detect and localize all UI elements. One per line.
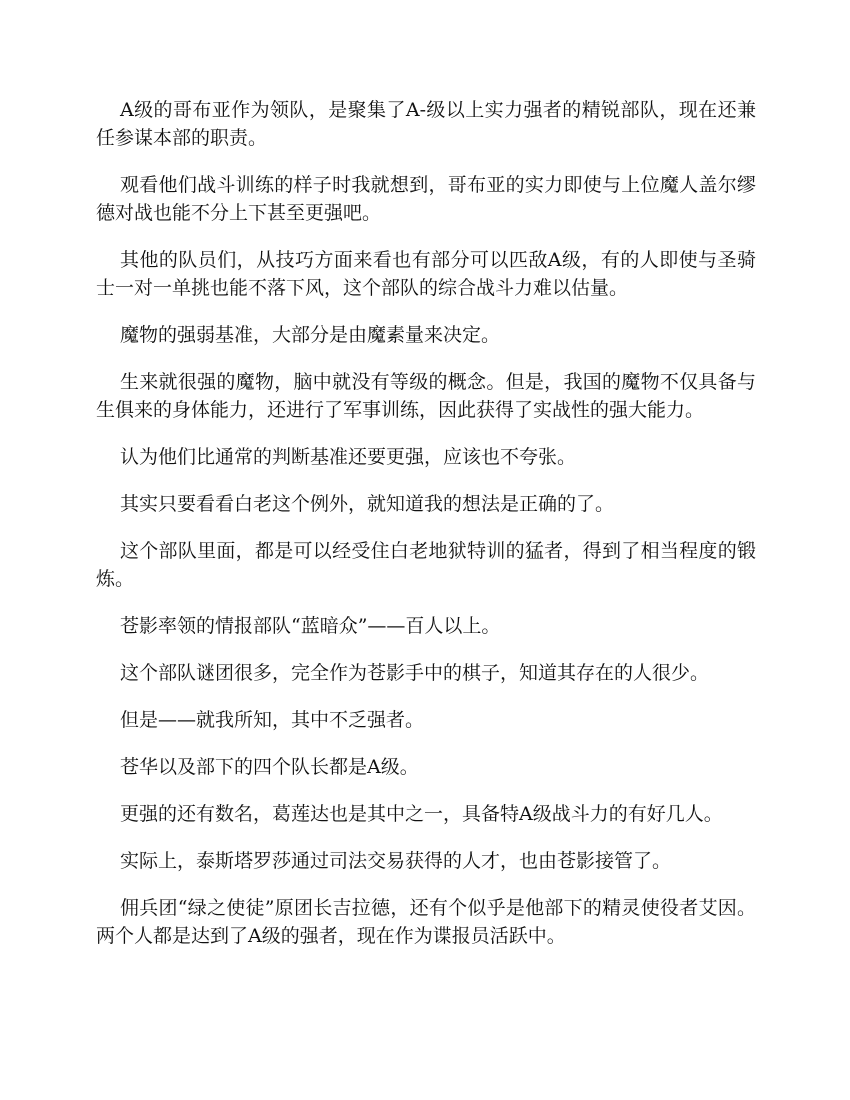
paragraph: A级的哥布亚作为领队，是聚集了A-级以上实力强者的精锐部队，现在还兼任参谋本部的职责。 [96, 99, 756, 149]
paragraph: 更强的还有数名，葛莲达也是其中之一，具备特A级战斗力的有好几人。 [120, 803, 723, 825]
paragraph: 其他的队员们，从技巧方面来看也有部分可以匹敌A级，有的人即使与圣骑士一对一单挑也能不落下风，这个部队的综合战斗力难以估量。 [96, 249, 756, 299]
paragraph: 但是——就我所知，其中不乏强者。 [120, 709, 425, 731]
paragraph: 其实只要看看白老这个例外，就知道我的想法是正确的了。 [120, 493, 615, 515]
paragraph: 认为他们比通常的判断基准还要更强，应该也不夸张。 [120, 446, 577, 468]
paragraph: 魔物的强弱基准，大部分是由魔素量来决定。 [120, 324, 501, 346]
paragraph: 实际上，泰斯塔罗莎通过司法交易获得的人才，也由苍影接管了。 [120, 850, 672, 872]
paragraph: 这个部队谜团很多，完全作为苍影手中的棋子，知道其存在的人很少。 [120, 662, 710, 684]
document-page [96, 96, 756, 969]
paragraph: 佣兵团“绿之使徒”原团长吉拉德，还有个似乎是他部下的精灵使役者艾因。两个人都是达到了A级的强者，现在作为谍报员活跃中。 [96, 897, 756, 947]
paragraph: 苍影率领的情报部队“蓝暗众”——百人以上。 [120, 615, 501, 637]
paragraph: 观看他们战斗训练的样子时我就想到，哥布亚的实力即使与上位魔人盖尔缪德对战也能不分上下甚至更强吧。 [96, 174, 756, 224]
paragraph: 生来就很强的魔物，脑中就没有等级的概念。但是，我国的魔物不仅具备与生俱来的身体能力，还进行了军事训练，因此获得了实战性的强大能力。 [96, 371, 756, 421]
paragraph: 苍华以及部下的四个队长都是A级。 [120, 756, 419, 778]
paragraph: 这个部队里面，都是可以经受住白老地狱特训的猛者，得到了相当程度的锻炼。 [96, 540, 756, 590]
